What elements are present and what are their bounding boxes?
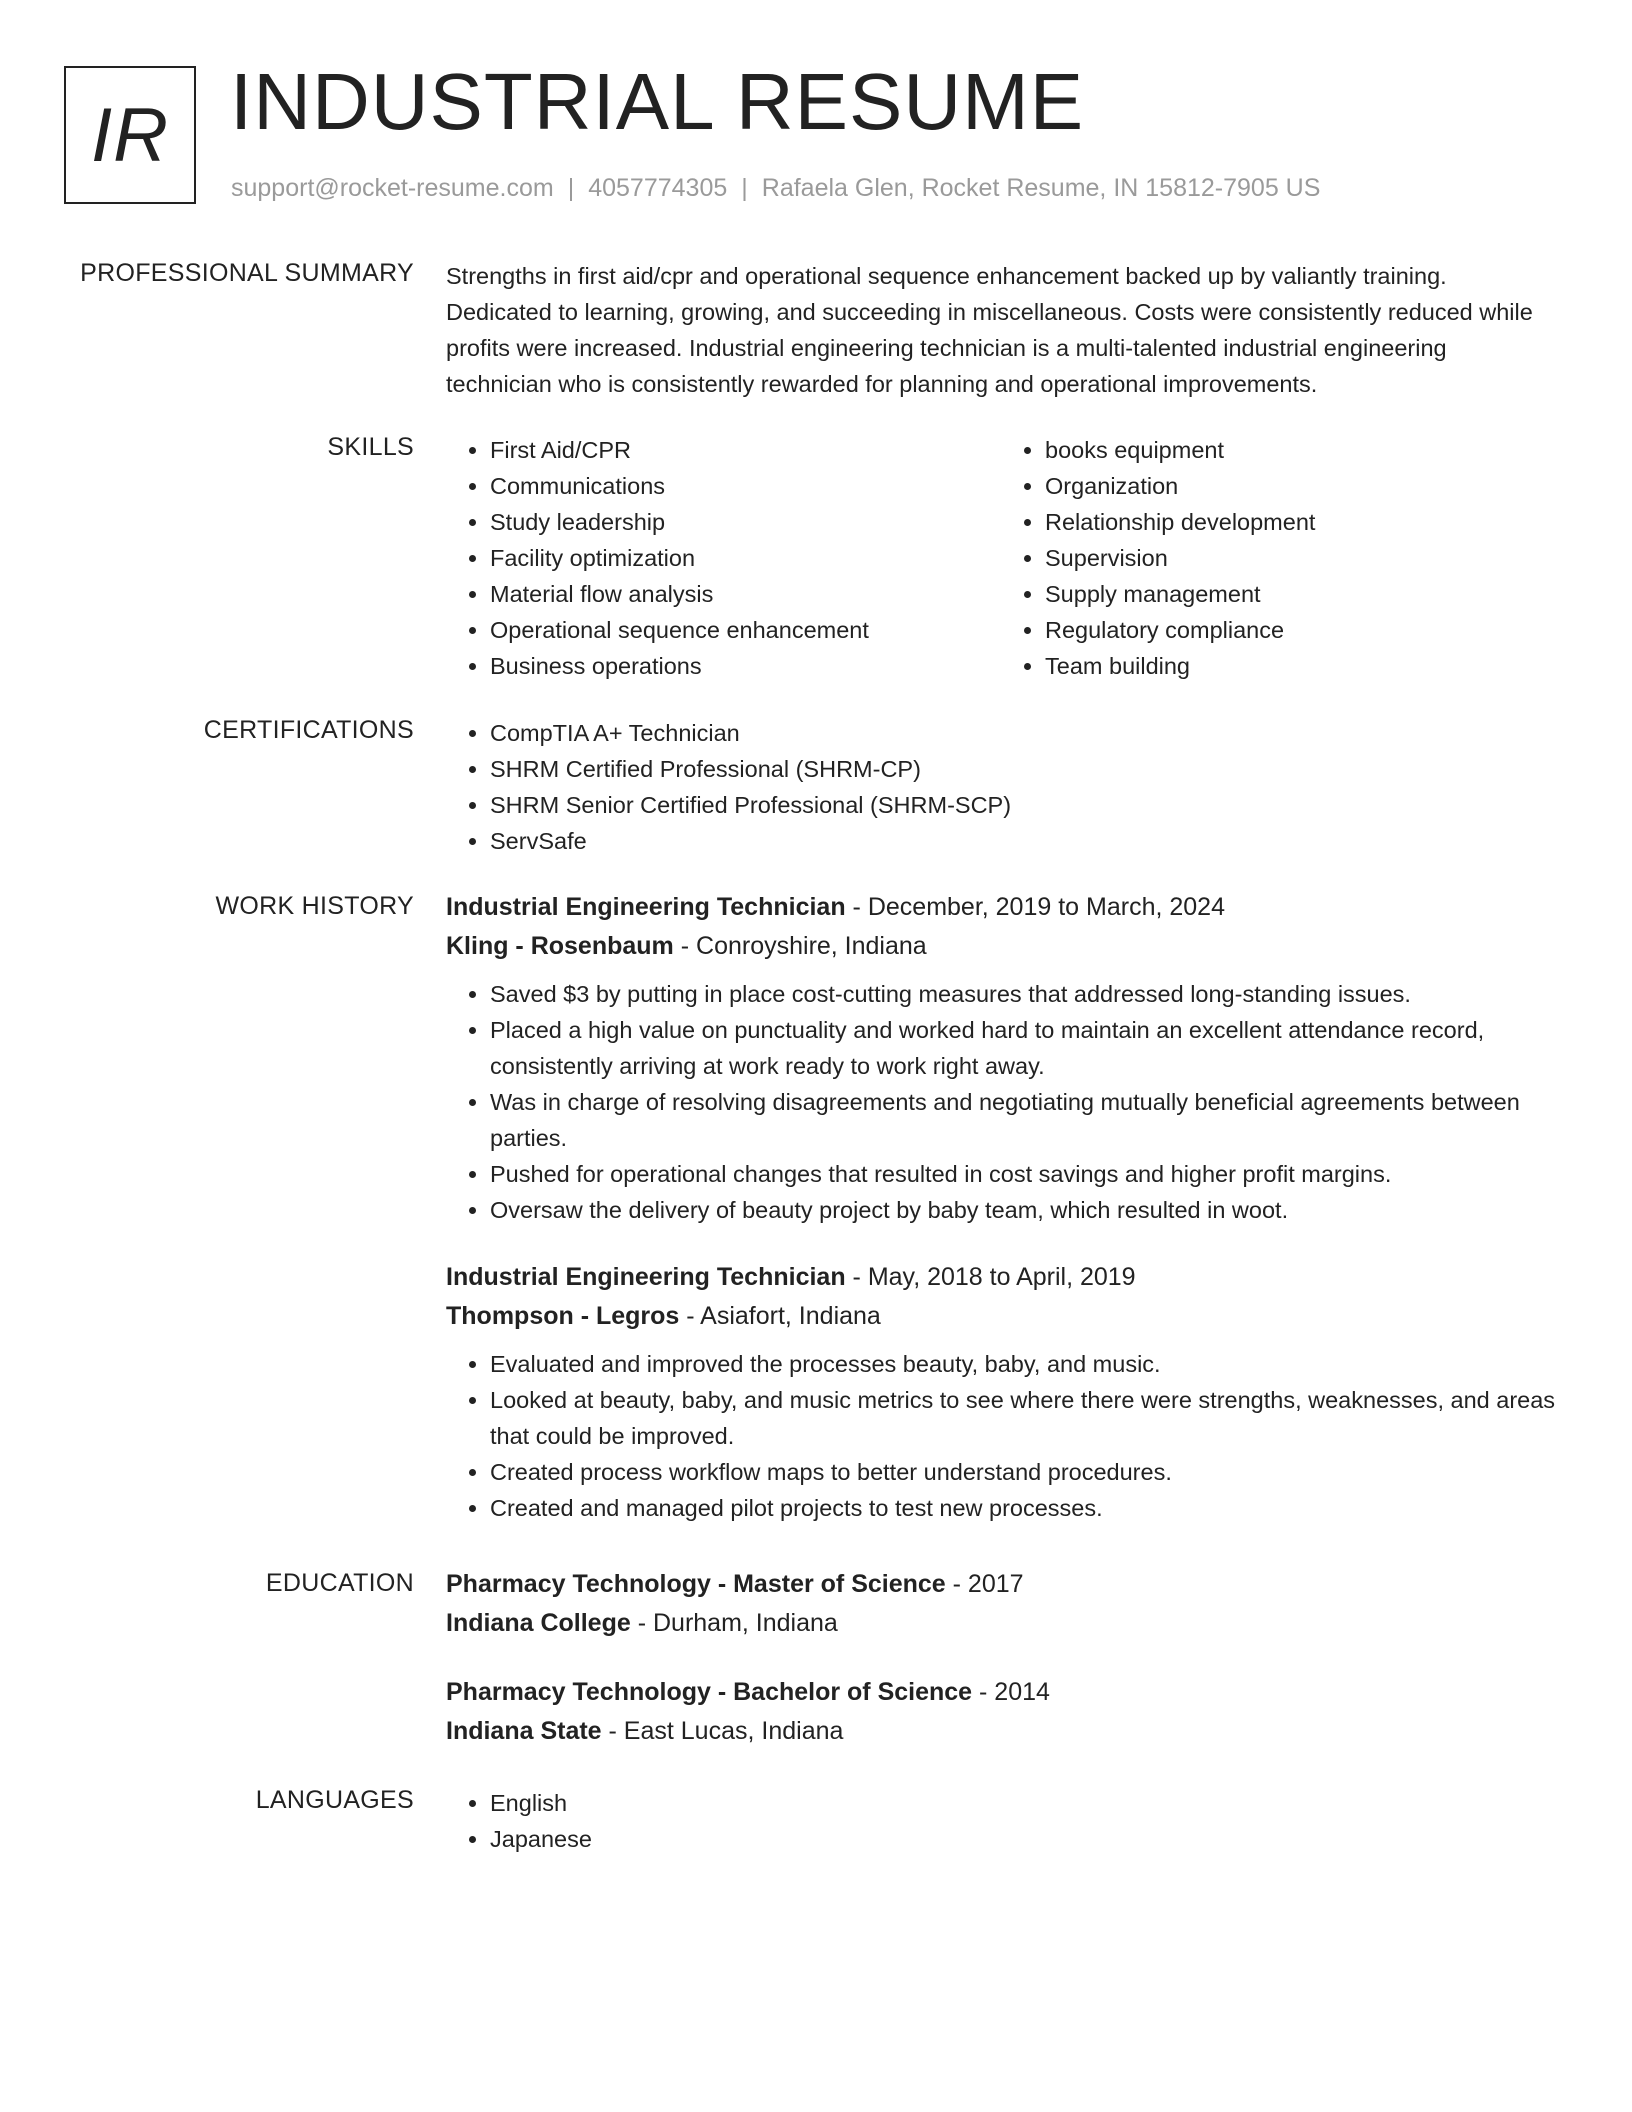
job-location: - Conroyshire, Indiana: [673, 932, 927, 960]
skill-item: • Business operations: [490, 648, 1001, 684]
degree-year: - 2014: [972, 1678, 1050, 1706]
job-entry: [446, 888, 1556, 1228]
school-name: Indiana College: [446, 1609, 631, 1637]
school-name: Indiana State: [446, 1717, 602, 1745]
contact-address: Rafaela Glen, Rocket Resume, IN 15812-7905 US: [761, 174, 1321, 202]
degree-year: - 2017: [945, 1570, 1024, 1598]
education-entry: [446, 1673, 1556, 1751]
section-label-education: EDUCATION: [265, 1569, 414, 1597]
job-bullets: [446, 976, 1556, 1228]
job-bullet: • Saved $3 by putting in place cost-cutting measures that addressed long-standing issues.: [490, 976, 1556, 1012]
skill-item: • Operational sequence enhancement: [490, 612, 1001, 648]
job-bullet: • Looked at beauty, baby, and music metrics to see where there were strengths, weaknesses, and areas that could be improved.: [490, 1382, 1556, 1454]
school-line: [446, 1711, 1556, 1751]
contact-line: [231, 174, 1320, 203]
job-bullet: • Created process workflow maps to better understand procedures.: [490, 1454, 1556, 1490]
work-history-list: [446, 888, 1556, 1526]
certification-item: • CompTIA A+ Technician: [490, 715, 1556, 751]
job-entry: [446, 1258, 1556, 1526]
skill-item: • Material flow analysis: [490, 576, 1001, 612]
education-list: [446, 1565, 1556, 1751]
skill-item: • Supervision: [1045, 540, 1556, 576]
skill-item: • Study leadership: [490, 504, 1001, 540]
job-title: Industrial Engineering Technician: [446, 1263, 846, 1291]
degree-line: [446, 1673, 1556, 1711]
skill-item: • First Aid/CPR: [490, 432, 1001, 468]
contact-email[interactable]: support@rocket-resume.com: [231, 174, 554, 202]
school-line: [446, 1603, 1556, 1643]
skills-list-left: [446, 432, 1001, 684]
skill-item: • Organization: [1045, 468, 1556, 504]
contact-phone[interactable]: 4057774305: [588, 174, 728, 202]
job-company-line: [446, 1296, 1556, 1336]
job-bullet: • Created and managed pilot projects to test new processes.: [490, 1490, 1556, 1526]
school-location: - East Lucas, Indiana: [601, 1717, 844, 1745]
monogram-logo: IR: [64, 66, 196, 204]
contact-separator: |: [741, 174, 748, 202]
section-label-certifications: CERTIFICATIONS: [203, 716, 414, 744]
skill-item: • books equipment: [1045, 432, 1556, 468]
degree-line: [446, 1565, 1556, 1603]
languages-list: [446, 1785, 1556, 1857]
skills-list-right: [1001, 432, 1556, 684]
job-bullet: • Oversaw the delivery of beauty project by baby team, which resulted in woot.: [490, 1192, 1556, 1228]
contact-separator: |: [567, 174, 575, 202]
summary-text: Strengths in first aid/cpr and operational sequence enhancement backed up by valiantly training. Dedicated to learning, growing, and succeeding in miscellaneous. Costs were consistently reduced while profits were increased. Industrial engineering technician is a multi-talented industrial engineering technician who is consistently rewarded for planning and operational improvements.: [446, 263, 1533, 397]
certification-item: • SHRM Senior Certified Professional (SHRM-SCP): [490, 787, 1556, 823]
language-item: • English: [490, 1785, 1556, 1821]
section-label-summary: PROFESSIONAL SUMMARY: [80, 259, 414, 287]
job-bullet: • Placed a high value on punctuality and worked hard to maintain an excellent attendance record, consistently arriving at work ready to work right away.: [490, 1012, 1556, 1084]
job-company: Thompson - Legros: [446, 1302, 680, 1330]
job-dates: - May, 2018 to April, 2019: [845, 1263, 1136, 1291]
job-location: - Asiafort, Indiana: [679, 1302, 881, 1330]
language-item: • Japanese: [490, 1821, 1556, 1857]
job-title: Industrial Engineering Technician: [446, 893, 846, 921]
resume-title: INDUSTRIAL RESUME: [230, 57, 1085, 146]
job-bullet: • Was in charge of resolving disagreements and negotiating mutually beneficial agreements between parties.: [490, 1084, 1556, 1156]
job-company: Kling - Rosenbaum: [446, 932, 674, 960]
job-title-line: [446, 1258, 1556, 1296]
job-bullet: • Pushed for operational changes that resulted in cost savings and higher profit margins.: [490, 1156, 1556, 1192]
job-bullets: [446, 1346, 1556, 1526]
degree-name: Pharmacy Technology - Master of Science: [446, 1570, 946, 1598]
certification-item: • ServSafe: [490, 823, 1556, 859]
skill-item: • Communications: [490, 468, 1001, 504]
certification-item: • SHRM Certified Professional (SHRM-CP): [490, 751, 1556, 787]
skill-item: • Team building: [1045, 648, 1556, 684]
section-label-skills: SKILLS: [327, 433, 414, 461]
education-entry: [446, 1565, 1556, 1643]
skill-item: • Relationship development: [1045, 504, 1556, 540]
job-company-line: [446, 926, 1556, 966]
degree-name: Pharmacy Technology - Bachelor of Science: [446, 1678, 973, 1706]
skill-item: • Supply management: [1045, 576, 1556, 612]
section-label-languages: LANGUAGES: [255, 1786, 414, 1814]
certifications-list: [446, 715, 1556, 859]
job-title-line: [446, 888, 1556, 926]
school-location: - Durham, Indiana: [630, 1609, 838, 1637]
section-label-work-history: WORK HISTORY: [215, 892, 414, 920]
job-bullet: • Evaluated and improved the processes beauty, baby, and music.: [490, 1346, 1556, 1382]
skill-item: • Regulatory compliance: [1045, 612, 1556, 648]
job-dates: - December, 2019 to March, 2024: [845, 893, 1225, 921]
skill-item: • Facility optimization: [490, 540, 1001, 576]
